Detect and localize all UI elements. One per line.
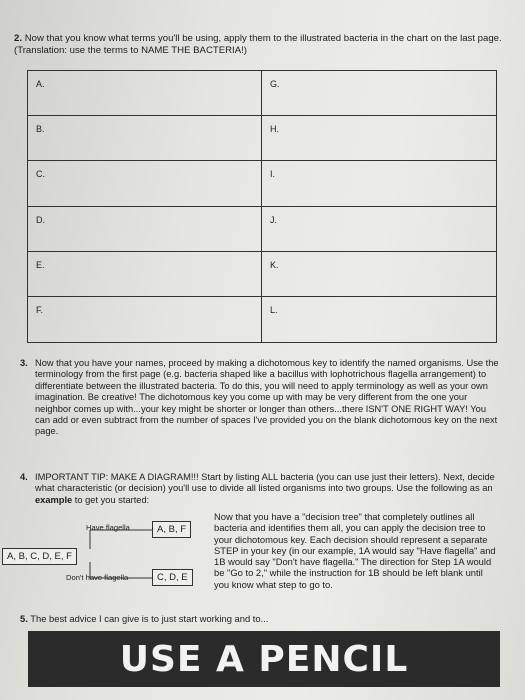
branch-2-label: Don't have flagella <box>66 573 129 582</box>
question-3-number: 3. <box>20 358 28 368</box>
table-cell-d: D. <box>28 207 262 252</box>
diagram-explanation: Now that you have a "decision tree" that completely outlines all bacteria and identifies them all, you can apply the decision tree to your dichotomous key. Each decision should represent a separate STEP in your key (in our example, 1A would say "Have flagella" and 1B would say "Don't have flagella." The direction for Step 1A would be "Go to 2," while the instruction for 1B should be left blank until you know what step to go to. <box>214 511 496 590</box>
table-cell-a: A. <box>28 71 262 116</box>
question-2-number: 2. <box>14 33 23 44</box>
bacteria-name-table <box>27 70 497 343</box>
banner-text: USE A PENCIL <box>119 638 409 680</box>
question-2-text: Now that you know what terms you'll be using, apply them to the illustrated bacteria in the chart on the last page. (Translation: use the terms to NAME THE BACTERIA!) <box>14 33 502 56</box>
table-cell-e: E. <box>28 252 262 297</box>
question-4-emphasis: example <box>35 494 73 505</box>
table-cell-f: F. <box>28 297 262 342</box>
root-group-box: A, B, C, D, E, F <box>2 548 77 565</box>
question-4 <box>20 472 500 506</box>
table-cell-j: J. <box>262 207 496 252</box>
question-5 <box>20 613 500 624</box>
question-5-text: The best advice I can give is to just start working and to... <box>30 613 269 624</box>
question-4-text-after: to get you started: <box>72 494 150 505</box>
question-2 <box>14 33 504 57</box>
question-4-text <box>35 472 500 506</box>
table-cell-k: K. <box>262 252 496 297</box>
branch-1-label: Have flagella <box>86 523 130 532</box>
decision-tree-diagram <box>0 510 210 590</box>
question-4-text-before: IMPORTANT TIP: MAKE A DIAGRAM!!! Start by listing ALL bacteria (you can use just their letters). Next, decide what characteristic (or decision) you'll use to divide all listed organisms into two groups. Use the following as an <box>35 472 495 494</box>
question-3-text: Now that you have your names, proceed by making a dichotomous key to identify the named organisms. Use the terminology from the first page (e.g. bacteria shaped like a bacillus with lophotrichous flagella arrangement) to differentiate between the illustrated bacteria. To do this, you will need to apply terminology as well as your own imagination. Be creative! The dichotomous key you come up with may be very different from the one your neighbor comes up with...your key might be shorter or longer than others...there ISN'T ONE RIGHT WAY! You can add or even subtract from the number of spaces I've provided you on the blank dichotomous key on the next page. <box>35 358 499 437</box>
table-cell-h: H. <box>262 116 496 161</box>
branch-1-group-box: A, B, F <box>152 521 191 538</box>
table-cell-i: I. <box>262 161 496 206</box>
table-cell-l: L. <box>270 304 278 315</box>
use-a-pencil-banner <box>28 631 500 687</box>
table-cell-b: B. <box>28 116 262 161</box>
question-5-number: 5. <box>20 613 28 624</box>
question-4-number: 4. <box>20 472 28 482</box>
table-cell-g: G. <box>262 71 496 116</box>
table-cell-c: C. <box>28 161 262 206</box>
question-3 <box>20 358 500 438</box>
branch-2-group-box: C, D, E <box>152 569 193 586</box>
